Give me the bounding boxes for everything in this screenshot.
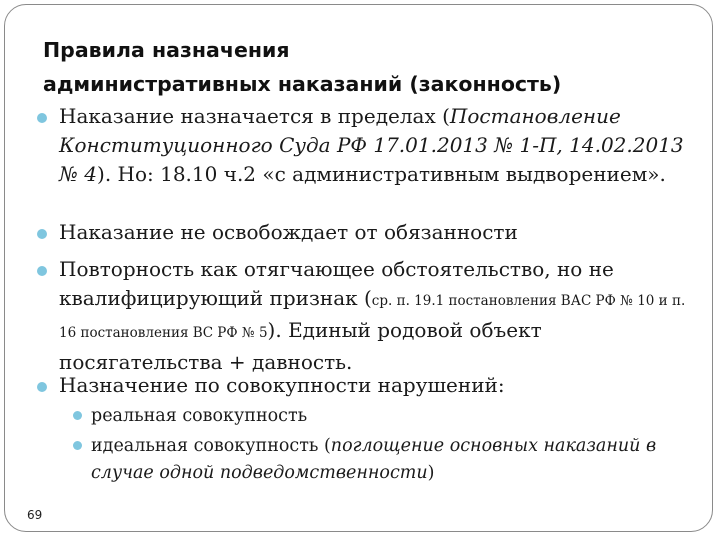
- title-line-2: административных наказаний (законность): [43, 72, 562, 96]
- bullet-item-3: [37, 255, 697, 377]
- bullet-text: Наказание не освобождает от обязанности: [59, 220, 518, 244]
- bullet-item-4: [37, 371, 697, 400]
- bullet-text: Повторность как отягчающее обстоятельство, но не квалифицирующий признак (ср. п. 19.1 постановления ВАС РФ № 10 и п. 16 постановления ВС РФ № 5). Единый родовой объект посягательства + давность.: [59, 257, 686, 374]
- bullet-icon: [37, 266, 47, 276]
- bullet-text: Наказание назначается в пределах (Постановление Конституционного Суда РФ 17.01.2013 № 1-П, 14.02.2013 № 4). Но: 18.10 ч.2 «с административным выдворением».: [59, 104, 684, 186]
- bullet-text: Назначение по совокупности нарушений:: [59, 373, 505, 397]
- title-line-1: Правила назначения: [43, 38, 290, 62]
- slide-title: [43, 33, 663, 101]
- citation-italic: Постановление Конституционного Суда РФ 17.01.2013 № 1-П, 14.02.2013 № 4: [59, 104, 684, 186]
- reference-small: ср. п. 19.1 постановления ВАС РФ № 10 и п. 16 постановления ВС РФ № 5: [59, 293, 686, 341]
- page-number: 69: [27, 508, 43, 522]
- sub-bullet-item-1: [73, 403, 693, 430]
- bullet-icon: [37, 382, 47, 392]
- sub-bullet-item-2: [73, 433, 693, 487]
- bullet-icon: [37, 229, 47, 239]
- bullet-icon: [73, 411, 82, 420]
- bullet-item-1: [37, 102, 697, 189]
- bullet-item-2: [37, 218, 697, 247]
- note-italic: поглощение основных наказаний в случае одной подведомственности: [91, 436, 657, 483]
- bullet-icon: [37, 113, 47, 123]
- bullet-text: реальная совокупность: [91, 406, 308, 426]
- bullet-text: идеальная совокупность (поглощение основных наказаний в случае одной подведомственности): [91, 436, 657, 483]
- bullet-icon: [73, 441, 82, 450]
- slide-frame: [4, 4, 713, 532]
